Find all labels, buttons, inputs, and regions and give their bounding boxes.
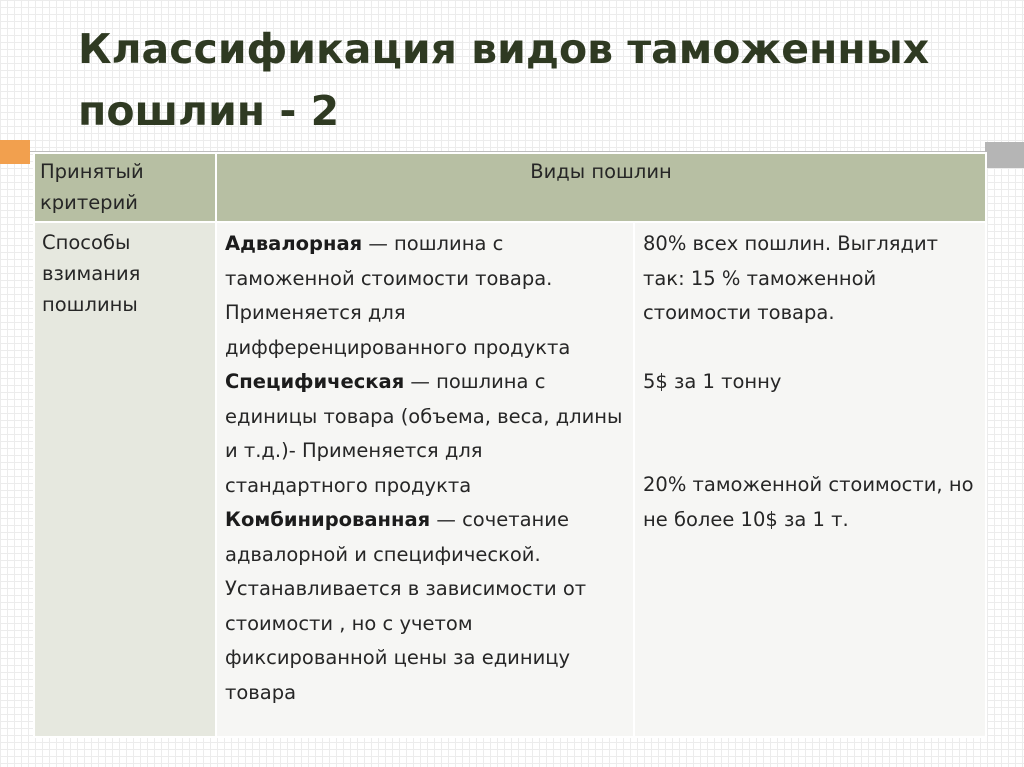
definition-specific [225, 365, 625, 503]
example-advalorem: 80% всех пошлин. Выглядит так: 15 % таможенной стоимости товара. [643, 232, 939, 324]
examples-cell [634, 222, 986, 737]
example-specific: 5$ за 1 тонну [643, 369, 782, 393]
term-combined: Комбинированная [225, 508, 431, 531]
orange-accent-bar [0, 140, 30, 164]
term-specific: Специфическая [225, 370, 405, 393]
header-criterion: Принятый критерий [34, 153, 216, 222]
criterion-cell: Способы взимания пошлины [34, 222, 216, 737]
duties-table-container [33, 152, 985, 738]
spacer [643, 399, 977, 468]
duties-table [33, 152, 987, 738]
header-duty-types: Виды пошлин [216, 153, 986, 222]
slide-title: Классификация видов таможенных пошлин - 2 [78, 25, 930, 135]
definition-combined [225, 503, 625, 710]
definition-combined-text: — сочетание адвалорной и специфической. Устанавливается в зависимости от стоимости , но с учетом фиксированной цены за единицу товара [225, 508, 587, 704]
definition-advalorem-text: — пошлина с таможенной стоимости товара. Применяется для дифференцированного продукта [225, 232, 571, 359]
gray-corner-bar [985, 142, 1024, 168]
table-header-row [34, 153, 986, 222]
table-row [34, 222, 986, 737]
definitions-cell [216, 222, 634, 737]
definition-specific-text: — пошлина с единицы товара (объема, веса, длины и т.д.)- Применяется для стандартного продукта [225, 370, 623, 497]
example-combined: 20% таможенной стоимости, но не более 10$ за 1 т. [643, 473, 974, 531]
term-advalorem: Адвалорная [225, 232, 363, 255]
definition-advalorem [225, 227, 625, 365]
spacer [643, 331, 977, 365]
